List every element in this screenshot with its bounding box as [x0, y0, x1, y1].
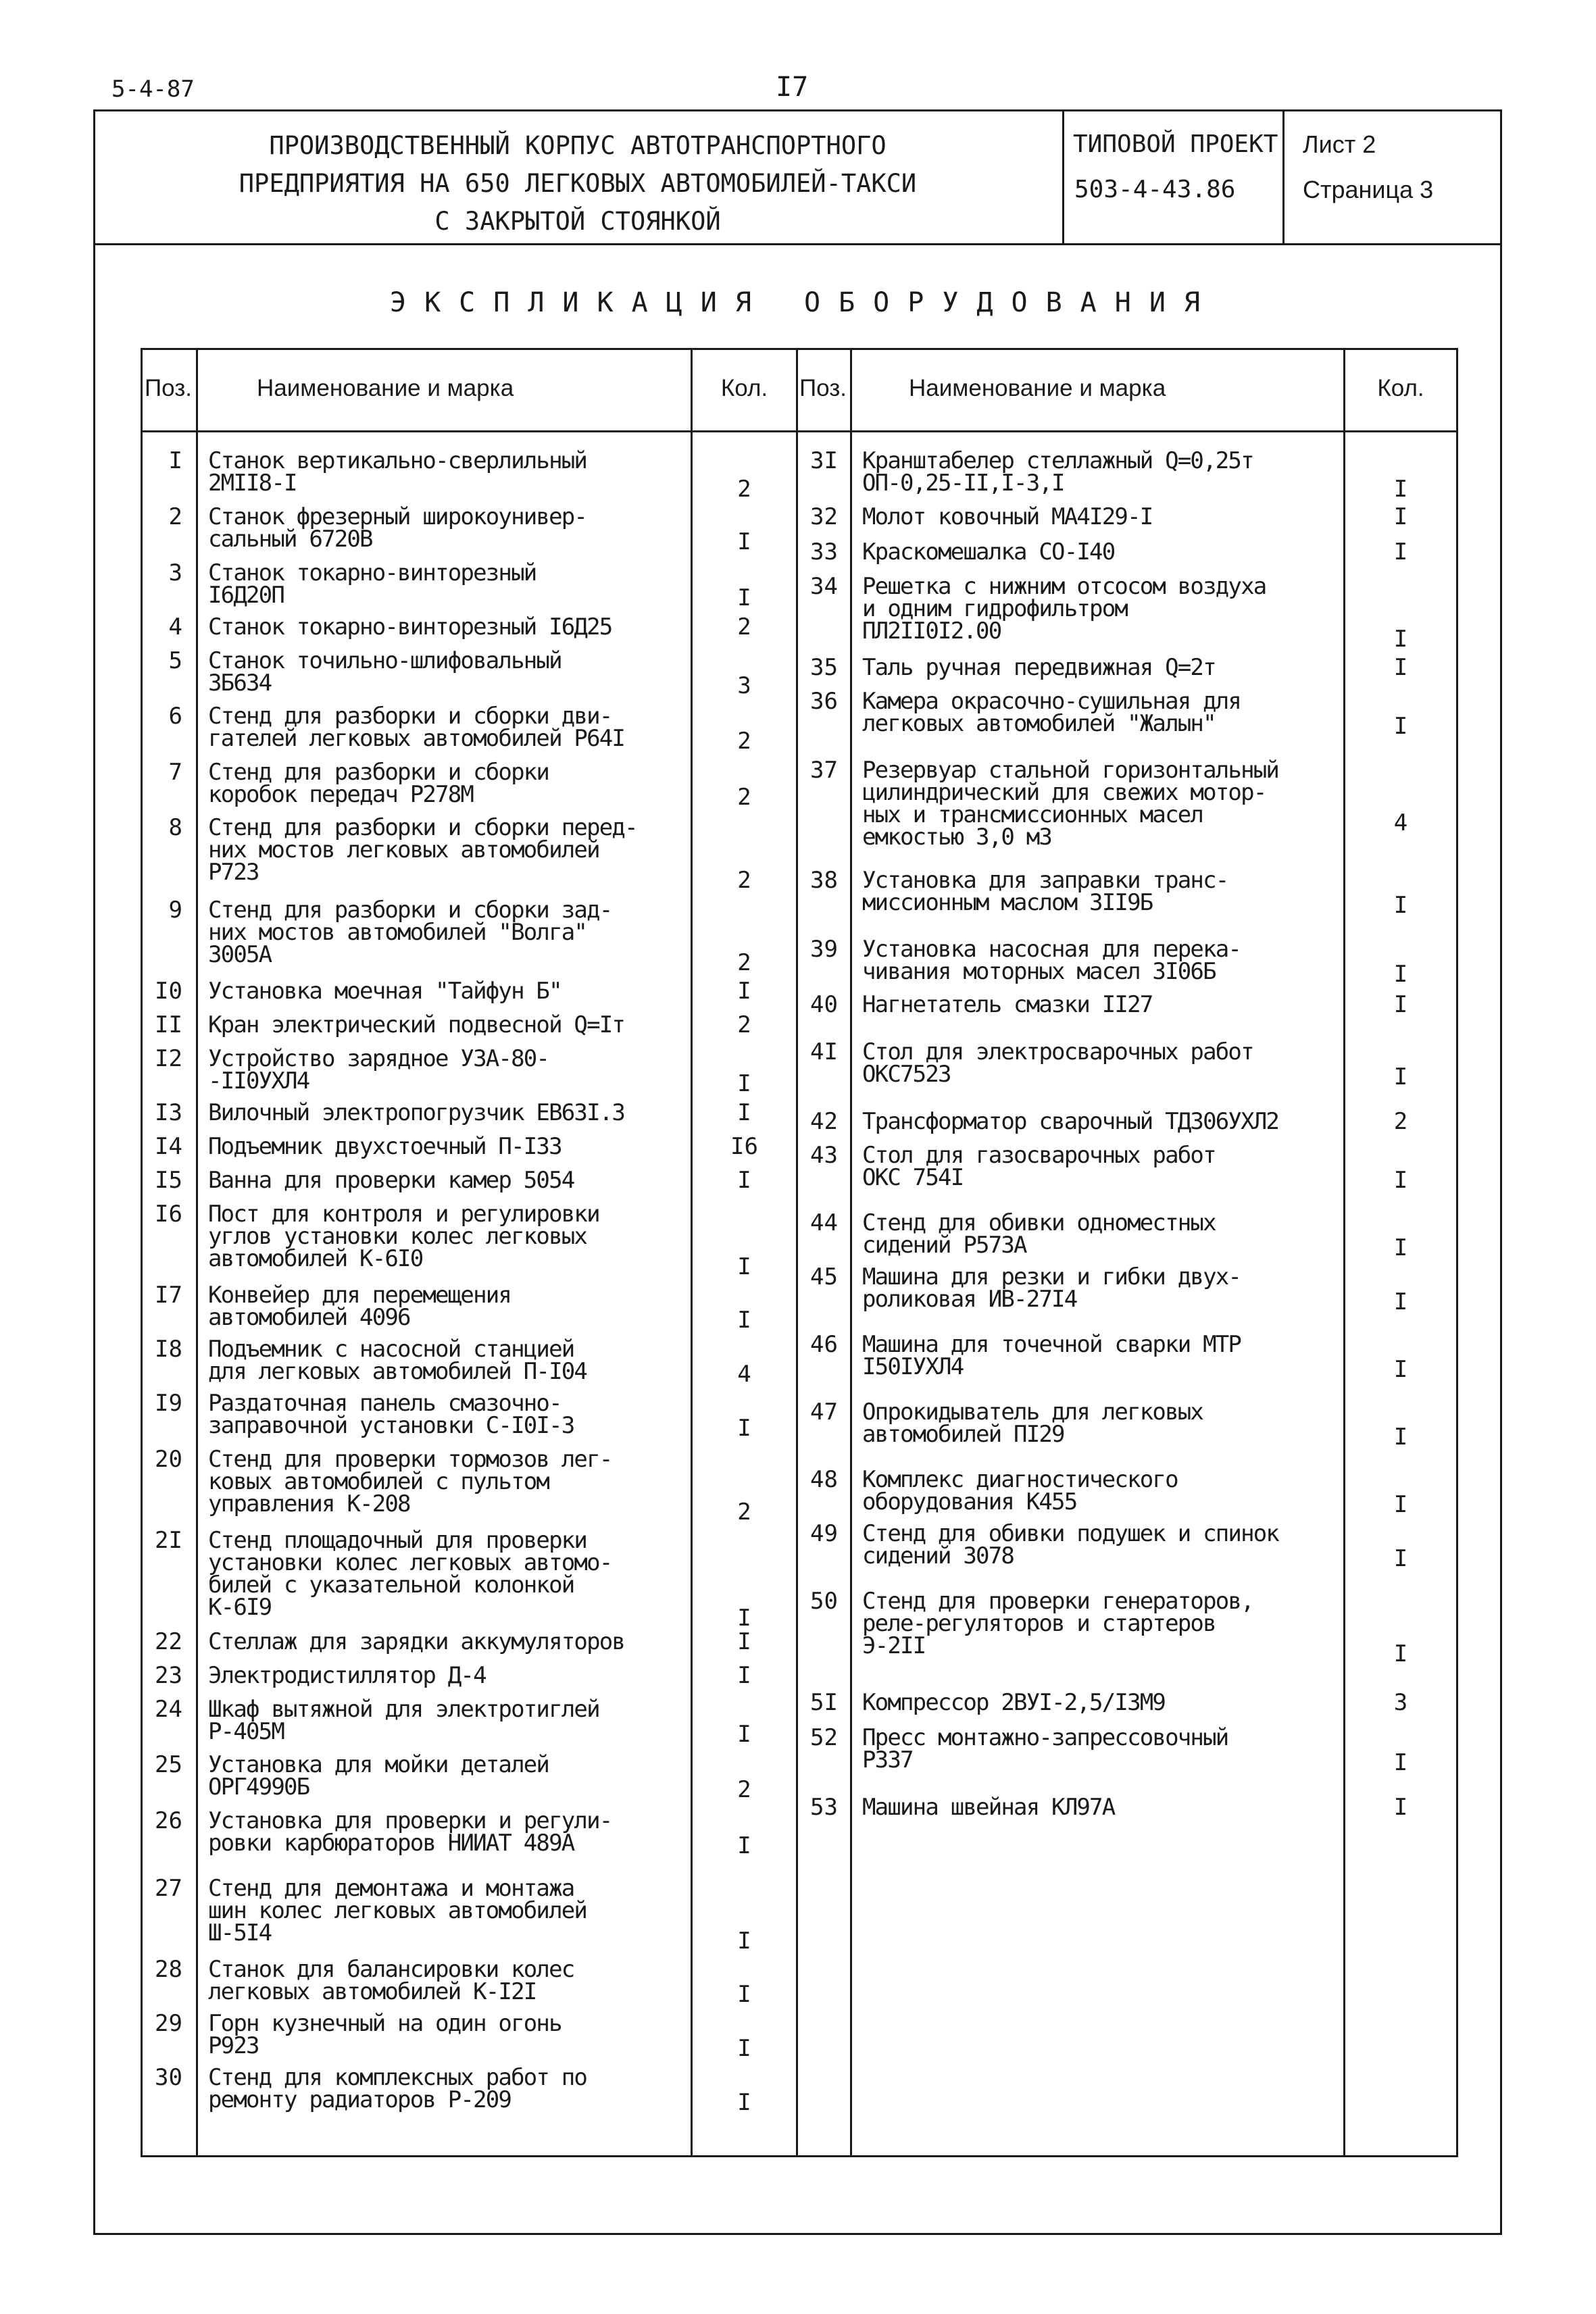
right-row-9-qty: I — [1393, 961, 1408, 988]
left-row-26-pos: 26 — [155, 1807, 182, 1834]
project-title-line-2: ПРЕДПРИЯТИЯ НА 650 ЛЕГКОВЫХ АВТОМОБИЛЕЙ-ТАКСИ — [239, 169, 917, 198]
right-row-15-qty: I — [1393, 1288, 1408, 1315]
project-code: 503-4-43.86 — [1074, 176, 1236, 203]
right-row-21-name: Компрессор 2ВУI-2,5/I3М9 — [862, 1689, 1166, 1716]
frame-left — [93, 109, 95, 2234]
left-row-7-qty: 2 — [737, 784, 751, 811]
right-row-13-qty: I — [1393, 1167, 1408, 1194]
table-top — [141, 348, 1458, 350]
right-row-8-pos: 38 — [810, 867, 838, 894]
right-row-2-qty: I — [1393, 503, 1408, 530]
right-row-6-name: Камера окрасочно-сушильная для легковых автомобилей "Жалын" — [862, 688, 1241, 737]
left-row-17-name: Конвейер для перемещения автомобилей 4096 — [208, 1282, 512, 1331]
left-row-3-name: Станок токарно-винторезный I6Д20П — [208, 559, 537, 609]
right-row-7-qty: 4 — [1393, 809, 1408, 836]
left-row-4-name: Станок токарно-винторезный I6Д25 — [208, 613, 612, 640]
right-row-16-name: Машина для точечной сварки МТР I50IУХЛ4 — [862, 1331, 1241, 1380]
right-col-name-header: Наименование и марка — [909, 375, 1166, 401]
right-row-22-name: Пресс монтажно-запрессовочный Р337 — [862, 1724, 1228, 1774]
right-row-8-qty: I — [1393, 892, 1408, 919]
right-row-9-name: Установка насосная для перека- чивания моторных масел 3I06Б — [862, 936, 1241, 985]
page-label: Страница 3 — [1303, 176, 1434, 203]
left-row-18-qty: 4 — [737, 1361, 751, 1388]
right-row-13-pos: 43 — [810, 1142, 838, 1169]
left-row-24-pos: 24 — [155, 1696, 182, 1723]
left-row-28-pos: 28 — [155, 1956, 182, 1983]
header-divider-1 — [1062, 109, 1064, 245]
document-title: ЭКСПЛИКАЦИЯ ОБОРУДОВАНИЯ — [390, 287, 1218, 318]
left-row-19-name: Раздаточная панель смазочно- заправочной установки С-I0I-3 — [208, 1390, 574, 1439]
left-row-24-name: Шкаф вытяжной для электротиглей Р-405М — [208, 1696, 599, 1745]
sheet-code: 5-4-87 — [111, 76, 195, 103]
right-row-16-pos: 46 — [810, 1331, 838, 1358]
right-row-4-name: Решетка с нижним отсосом воздуха и одним гидрофильтром ПЛ2II0I2.00 — [862, 573, 1266, 645]
left-row-23-name: Электродистиллятор Д-4 — [208, 1662, 486, 1689]
left-row-20-qty: 2 — [737, 1499, 751, 1526]
left-row-12-name: Устройство зарядное УЗА-80- -II0УХЛ4 — [208, 1045, 549, 1095]
left-row-26-qty: I — [737, 1832, 751, 1859]
left-row-5-pos: 5 — [168, 647, 182, 674]
right-row-19-pos: 49 — [810, 1520, 838, 1547]
left-row-17-pos: I7 — [155, 1282, 182, 1309]
left-row-9-name: Стенд для разборки и сборки зад- них мостов автомобилей "Волга" 3005А — [208, 897, 612, 968]
left-row-11-pos: II — [155, 1011, 182, 1038]
right-row-12-qty: 2 — [1393, 1108, 1408, 1135]
right-row-19-name: Стенд для обивки подушек и спинок сидений 3078 — [862, 1520, 1279, 1569]
left-row-28-qty: I — [737, 1981, 751, 2008]
right-row-10-qty: I — [1393, 991, 1408, 1018]
right-row-21-qty: 3 — [1393, 1689, 1408, 1716]
table-rule-right-name — [850, 348, 852, 2157]
right-row-5-pos: 35 — [810, 654, 838, 681]
header-divider-2 — [1282, 109, 1285, 245]
right-row-11-name: Стол для электросварочных работ ОКС7523 — [862, 1038, 1253, 1088]
right-row-7-name: Резервуар стальной горизонтальный цилиндрический для свежих мотор- ных и трансмиссионных масел емкостью 3,0 м3 — [862, 757, 1279, 851]
right-row-19-qty: I — [1393, 1545, 1408, 1572]
project-title-line-1: ПРОИЗВОДСТВЕННЫЙ КОРПУС АВТОТРАНСПОРТНОГО — [269, 131, 887, 160]
right-row-5-qty: I — [1393, 654, 1408, 681]
left-row-24-qty: I — [737, 1721, 751, 1748]
left-row-9-pos: 9 — [168, 897, 182, 924]
right-row-4-qty: I — [1393, 626, 1408, 653]
table-rule-middle — [796, 348, 798, 2157]
left-row-1-pos: I — [168, 447, 182, 474]
left-row-6-qty: 2 — [737, 728, 751, 755]
left-row-22-qty: I — [737, 1628, 751, 1655]
left-row-21-qty: I — [737, 1605, 751, 1632]
left-row-22-pos: 22 — [155, 1628, 182, 1655]
table-rule-left-name — [196, 348, 198, 2157]
right-row-23-name: Машина швейная КЛ97А — [862, 1794, 1115, 1821]
left-row-14-name: Подъемник двухстоечный П-I33 — [208, 1133, 562, 1160]
right-row-10-pos: 40 — [810, 991, 838, 1018]
right-row-17-qty: I — [1393, 1424, 1408, 1451]
right-row-11-pos: 4I — [810, 1038, 838, 1065]
right-row-3-qty: I — [1393, 538, 1408, 565]
left-row-13-pos: I3 — [155, 1099, 182, 1126]
right-row-15-name: Машина для резки и гибки двух- роликовая ИВ-27I4 — [862, 1263, 1241, 1313]
right-row-1-qty: I — [1393, 476, 1408, 503]
right-row-17-name: Опрокидыватель для легковых автомобилей ПI29 — [862, 1399, 1203, 1448]
left-col-pos-header: Поз. — [145, 375, 192, 401]
right-row-10-name: Нагнетатель смазки II27 — [862, 991, 1153, 1018]
table-header-bottom — [141, 430, 1458, 432]
left-row-29-qty: I — [737, 2035, 751, 2062]
frame-right — [1500, 109, 1502, 2234]
left-row-14-qty: I6 — [730, 1133, 758, 1160]
right-row-2-pos: 32 — [810, 503, 838, 530]
left-row-3-pos: 3 — [168, 559, 182, 586]
right-row-18-qty: I — [1393, 1491, 1408, 1518]
right-row-4-pos: 34 — [810, 573, 838, 600]
right-row-11-qty: I — [1393, 1063, 1408, 1090]
right-row-18-pos: 48 — [810, 1466, 838, 1493]
right-row-8-name: Установка для заправки транс- миссионным маслом 3II9Б — [862, 867, 1228, 916]
left-row-7-pos: 7 — [168, 759, 182, 786]
left-row-3-qty: I — [737, 584, 751, 611]
right-row-1-pos: 3I — [810, 447, 838, 474]
left-row-13-name: Вилочный электропогрузчик ЕВ63I.3 — [208, 1099, 625, 1126]
left-row-14-pos: I4 — [155, 1133, 182, 1160]
page-number: I7 — [776, 72, 809, 103]
left-row-29-pos: 29 — [155, 2010, 182, 2037]
right-row-3-pos: 33 — [810, 538, 838, 565]
right-row-17-pos: 47 — [810, 1399, 838, 1426]
left-row-13-qty: I — [737, 1099, 751, 1126]
right-row-5-name: Таль ручная передвижная Q=2т — [862, 654, 1216, 681]
right-row-14-qty: I — [1393, 1234, 1408, 1261]
project-title — [95, 127, 1061, 241]
left-row-19-qty: I — [737, 1415, 751, 1442]
right-row-15-pos: 45 — [810, 1263, 838, 1290]
right-row-14-pos: 44 — [810, 1209, 838, 1236]
right-row-6-qty: I — [1393, 713, 1408, 740]
left-row-26-name: Установка для проверки и регули- ровки карбюраторов НИИАТ 489А — [208, 1807, 612, 1857]
project-title-line-3: С ЗАКРЫТОЙ СТОЯНКОЙ — [434, 207, 721, 236]
right-row-9-pos: 39 — [810, 936, 838, 963]
right-row-23-pos: 53 — [810, 1794, 838, 1821]
left-row-15-pos: I5 — [155, 1167, 182, 1194]
table-rule-right — [1456, 348, 1458, 2157]
left-row-4-qty: 2 — [737, 613, 751, 640]
right-col-qty-header: Кол. — [1377, 375, 1424, 401]
left-row-25-pos: 25 — [155, 1751, 182, 1778]
left-row-15-qty: I — [737, 1167, 751, 1194]
left-row-30-qty: I — [737, 2089, 751, 2116]
left-row-29-name: Горн кузнечный на один огонь Р923 — [208, 2010, 562, 2059]
left-row-30-name: Стенд для комплексных работ по ремонту радиаторов Р-209 — [208, 2064, 587, 2113]
left-row-16-name: Пост для контроля и регулировки углов установки колес легковых автомобилей К-6I0 — [208, 1201, 599, 1272]
left-row-20-pos: 20 — [155, 1446, 182, 1473]
right-row-7-pos: 37 — [810, 757, 838, 784]
left-col-name-header: Наименование и марка — [257, 375, 514, 401]
left-row-2-name: Станок фрезерный широкоунивер- сальный 6720В — [208, 503, 587, 553]
right-row-22-qty: I — [1393, 1749, 1408, 1776]
left-row-2-pos: 2 — [168, 503, 182, 530]
left-col-qty-header: Кол. — [720, 375, 768, 401]
left-row-18-name: Подъемник с насосной станцией для легковых автомобилей П-I04 — [208, 1336, 587, 1385]
left-row-1-qty: 2 — [737, 476, 751, 503]
left-row-6-pos: 6 — [168, 703, 182, 730]
left-row-20-name: Стенд для проверки тормозов лег- ковых автомобилей с пультом управления К-208 — [208, 1446, 612, 1517]
project-type-label: ТИПОВОЙ ПРОЕКТ — [1073, 130, 1278, 158]
left-row-8-name: Стенд для разборки и сборки перед- них мостов легковых автомобилей Р723 — [208, 814, 637, 886]
right-row-12-name: Трансформатор сварочный ТД306УХЛ2 — [862, 1108, 1279, 1135]
left-row-25-name: Установка для мойки деталей ОРГ4990Б — [208, 1751, 549, 1801]
left-row-21-pos: 2I — [155, 1527, 182, 1554]
left-row-9-qty: 2 — [737, 949, 751, 976]
left-row-25-qty: 2 — [737, 1776, 751, 1803]
left-row-12-qty: I — [737, 1070, 751, 1097]
left-row-22-name: Стеллаж для зарядки аккумуляторов — [208, 1628, 625, 1655]
left-row-28-name: Станок для балансировки колес легковых автомобилей К-I2I — [208, 1956, 574, 2005]
right-row-20-qty: I — [1393, 1640, 1408, 1667]
left-row-2-qty: I — [737, 528, 751, 555]
right-row-23-qty: I — [1393, 1794, 1408, 1821]
left-row-10-qty: I — [737, 978, 751, 1005]
left-row-23-pos: 23 — [155, 1662, 182, 1689]
left-row-11-name: Кран электрический подвесной Q=Iт — [208, 1011, 625, 1038]
right-row-14-name: Стенд для обивки одноместных сидений Р573А — [862, 1209, 1216, 1259]
left-row-5-qty: 3 — [737, 672, 751, 699]
left-row-27-pos: 27 — [155, 1875, 182, 1902]
left-row-12-pos: I2 — [155, 1045, 182, 1072]
right-row-20-pos: 50 — [810, 1588, 838, 1615]
left-row-27-qty: I — [737, 1928, 751, 1955]
left-row-18-pos: I8 — [155, 1336, 182, 1363]
right-row-1-name: Кранштабелер стеллажный Q=0,25т ОП-0,25-II,I-3,I — [862, 447, 1253, 497]
right-row-3-name: Краскомешалка СО-I40 — [862, 538, 1115, 565]
left-row-8-qty: 2 — [737, 867, 751, 894]
left-row-16-pos: I6 — [155, 1201, 182, 1228]
left-row-4-pos: 4 — [168, 613, 182, 640]
right-row-22-pos: 52 — [810, 1724, 838, 1751]
right-row-6-pos: 36 — [810, 688, 838, 715]
left-row-30-pos: 30 — [155, 2064, 182, 2091]
right-col-pos-header: Поз. — [799, 375, 847, 401]
table-bottom — [141, 2155, 1458, 2157]
right-row-16-qty: I — [1393, 1356, 1408, 1383]
frame-bottom — [93, 2233, 1502, 2235]
left-row-8-pos: 8 — [168, 814, 182, 841]
left-row-10-pos: I0 — [155, 978, 182, 1005]
left-row-21-name: Стенд площадочный для проверки установки колес легковых автомо- билей с указательной колонкой К-6I9 — [208, 1527, 612, 1621]
right-row-21-pos: 5I — [810, 1689, 838, 1716]
left-row-15-name: Ванна для проверки камер 5054 — [208, 1167, 574, 1194]
right-row-12-pos: 42 — [810, 1108, 838, 1135]
left-row-5-name: Станок точильно-шлифовальный 3Б634 — [208, 647, 562, 697]
left-row-16-qty: I — [737, 1253, 751, 1280]
right-row-18-name: Комплекс диагностического оборудования К455 — [862, 1466, 1178, 1515]
left-row-6-name: Стенд для разборки и сборки дви- гателей легковых автомобилей Р64I — [208, 703, 625, 752]
left-row-23-qty: I — [737, 1662, 751, 1689]
left-row-27-name: Стенд для демонтажа и монтажа шин колес легковых автомобилей Ш-5I4 — [208, 1875, 587, 1946]
header-bottom — [95, 243, 1501, 245]
frame-top — [95, 109, 1501, 111]
right-row-2-name: Молот ковочный МА4I29-I — [862, 503, 1153, 530]
left-row-19-pos: I9 — [155, 1390, 182, 1417]
left-row-7-name: Стенд для разборки и сборки коробок передач Р278М — [208, 759, 549, 808]
sheet-label: Лист 2 — [1303, 130, 1376, 158]
left-row-11-qty: 2 — [737, 1011, 751, 1038]
left-row-1-name: Станок вертикально-сверлильный 2МII8-I — [208, 447, 587, 497]
left-row-17-qty: I — [737, 1307, 751, 1334]
left-row-10-name: Установка моечная "Тайфун Б" — [208, 978, 562, 1005]
right-row-20-name: Стенд для проверки генераторов, реле-регуляторов и стартеров Э-2II — [862, 1588, 1253, 1659]
right-row-13-name: Стол для газосварочных работ ОКС 754I — [862, 1142, 1216, 1191]
